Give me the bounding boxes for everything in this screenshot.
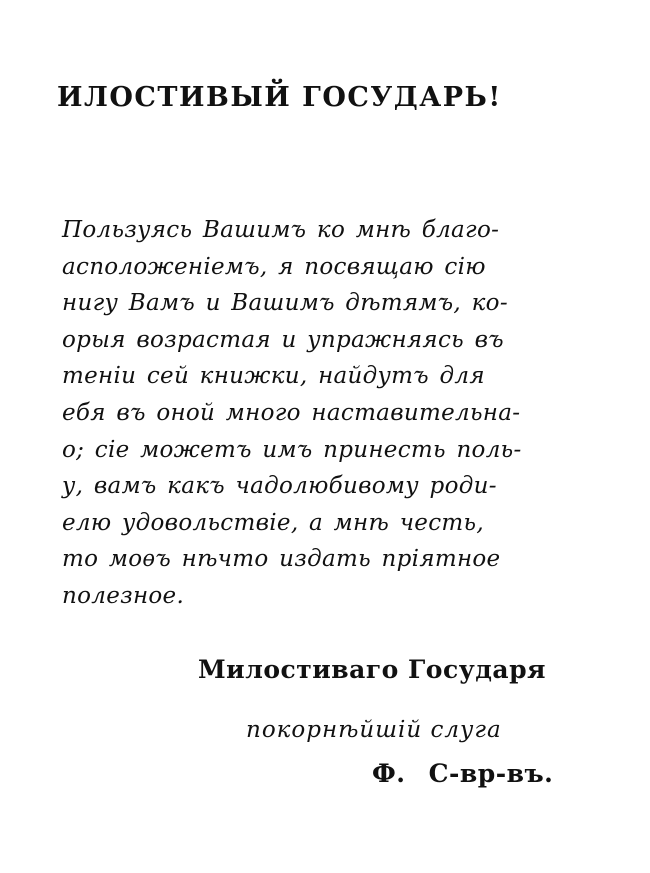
text-line: тенiи сей книжки, найдутъ для bbox=[62, 363, 485, 390]
text-line: орыя возрастая и упражняясь въ bbox=[62, 326, 504, 353]
text-line: нигу Вамъ и Вашимъ дѣтямъ, ко- bbox=[62, 290, 508, 317]
closing-servant: покорнѣйшiй слуга bbox=[246, 717, 502, 743]
text-line: асположенiемъ, я посвящаю сiю bbox=[62, 253, 486, 280]
dedication-text bbox=[62, 212, 602, 615]
text-line: о; сiе можетъ имъ принесть поль- bbox=[62, 436, 522, 463]
page-heading: ИЛОСТИВЫЙ ГОСУДАРЬ! bbox=[57, 82, 502, 113]
text-line: ебя въ оной много наставительна- bbox=[62, 399, 521, 426]
text-line: то моѳъ нѣчто издать прiятное bbox=[62, 546, 501, 573]
text-line: у, вамъ какъ чадолюбивому роди- bbox=[62, 473, 497, 500]
text-line: полезное. bbox=[62, 582, 185, 609]
text-line: Пользуясь Вашимъ ко мнѣ благо- bbox=[62, 217, 500, 243]
text-line: елю удовольствiе, а мнѣ честь, bbox=[62, 509, 484, 536]
signature: Ф. С-вр-въ. bbox=[372, 759, 554, 788]
closing-salutation: Милостиваго Государя bbox=[198, 655, 547, 684]
